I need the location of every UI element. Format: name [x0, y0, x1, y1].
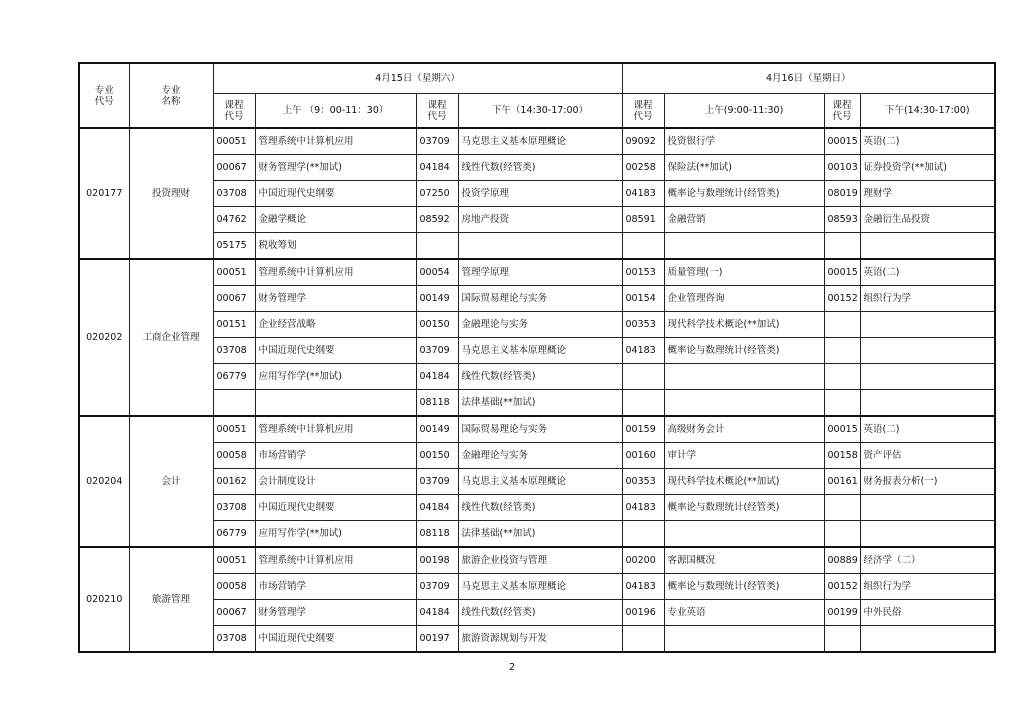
course-name: 组织行为学: [860, 286, 995, 312]
course-name: [860, 233, 995, 260]
course-name: 概率论与数理统计(经管类): [664, 338, 824, 364]
course-code: 00051: [213, 259, 255, 286]
course-code: 07250: [416, 181, 458, 207]
course-code: 08592: [416, 207, 458, 233]
major-name: 工商企业管理: [129, 259, 213, 416]
major-name: 旅游管理: [129, 547, 213, 652]
course-code: 04184: [416, 600, 458, 626]
course-code: 06779: [213, 364, 255, 390]
exam-schedule-table: [78, 62, 996, 653]
major-code: 020202: [79, 259, 129, 416]
course-code: 00199: [824, 600, 860, 626]
course-name: [458, 233, 622, 260]
course-name: 专业英语: [664, 600, 824, 626]
course-code: 09092: [622, 128, 664, 155]
course-name: [860, 626, 995, 653]
header-row-days: [79, 63, 995, 94]
course-name: 线性代数(经管类): [458, 155, 622, 181]
course-name: [860, 338, 995, 364]
course-code: 00160: [622, 443, 664, 469]
course-name: 现代科学技术概论(**加试): [664, 469, 824, 495]
course-code: [824, 233, 860, 260]
course-name: 马克思主义基本原理概论: [458, 338, 622, 364]
course-code: 00150: [416, 443, 458, 469]
course-code: [824, 338, 860, 364]
course-name: 金融衍生品投资: [860, 207, 995, 233]
course-code: [824, 495, 860, 521]
course-name: 管理系统中计算机应用: [255, 416, 416, 443]
course-name: 金融营销: [664, 207, 824, 233]
table-row: [79, 233, 995, 260]
course-code: 00103: [824, 155, 860, 181]
page-number: 2: [508, 662, 516, 673]
course-code: 04183: [622, 574, 664, 600]
course-code: 04184: [416, 364, 458, 390]
header-row-sessions: [79, 94, 995, 129]
course-name: 应用写作学(**加试): [255, 364, 416, 390]
course-name: 资产评估: [860, 443, 995, 469]
course-code: 04184: [416, 495, 458, 521]
course-name: 线性代数(经管类): [458, 495, 622, 521]
course-name: 财务报表分析(一): [860, 469, 995, 495]
course-code: 00051: [213, 547, 255, 574]
course-name: 高级财务会计: [664, 416, 824, 443]
course-name: 证券投资学(**加试): [860, 155, 995, 181]
course-code: 00197: [416, 626, 458, 653]
table-row: [79, 338, 995, 364]
course-code: 00152: [824, 286, 860, 312]
course-name: 应用写作学(**加试): [255, 521, 416, 548]
table-row: [79, 390, 995, 417]
course-name: 管理学原理: [458, 259, 622, 286]
course-name: 英语(二): [860, 259, 995, 286]
table-row: [79, 574, 995, 600]
course-code: 08591: [622, 207, 664, 233]
course-code: 00198: [416, 547, 458, 574]
course-name: 经济学（二）: [860, 547, 995, 574]
course-name: 投资学原理: [458, 181, 622, 207]
day2-header: 4月16日（星期日）: [622, 63, 995, 94]
major-code: 020204: [79, 416, 129, 547]
course-code: 00151: [213, 312, 255, 338]
course-name: [860, 390, 995, 417]
course-code: [622, 233, 664, 260]
course-name: 企业经营战略: [255, 312, 416, 338]
course-code: 00058: [213, 574, 255, 600]
course-code: 03708: [213, 181, 255, 207]
course-code: 00054: [416, 259, 458, 286]
table-row: [79, 312, 995, 338]
course-code: [824, 626, 860, 653]
course-code: 03708: [213, 626, 255, 653]
course-name: 线性代数(经管类): [458, 364, 622, 390]
course-name: 英语(二): [860, 128, 995, 155]
course-name: 国际贸易理论与实务: [458, 416, 622, 443]
course-name: [860, 312, 995, 338]
course-name: [860, 521, 995, 548]
course-code: [824, 364, 860, 390]
course-name: [860, 364, 995, 390]
major-name: 投资理财: [129, 128, 213, 259]
course-code: 00152: [824, 574, 860, 600]
course-name: 中国近现代史纲要: [255, 495, 416, 521]
course-code: 04183: [622, 338, 664, 364]
course-name: 金融学概论: [255, 207, 416, 233]
course-name: 财务管理学: [255, 286, 416, 312]
course-code: 00258: [622, 155, 664, 181]
course-code: [416, 233, 458, 260]
table-row: [79, 443, 995, 469]
course-name: 房地产投资: [458, 207, 622, 233]
table-row: [79, 155, 995, 181]
course-name: 旅游企业投资与管理: [458, 547, 622, 574]
course-code: 00353: [622, 469, 664, 495]
course-name: 税收筹划: [255, 233, 416, 260]
course-name: 质量管理(一): [664, 259, 824, 286]
course-name: 中国近现代史纲要: [255, 181, 416, 207]
table-row: [79, 207, 995, 233]
course-code: 03708: [213, 495, 255, 521]
course-code-header: 课程 代号: [622, 94, 664, 129]
course-name: 会计制度设计: [255, 469, 416, 495]
course-code: 00149: [416, 416, 458, 443]
d1-afternoon-header: 下午（14:30-17:00）: [458, 94, 622, 129]
course-code: 00149: [416, 286, 458, 312]
course-name: 概率论与数理统计(经管类): [664, 574, 824, 600]
course-name: 审计学: [664, 443, 824, 469]
course-code: 00051: [213, 416, 255, 443]
major-code: 020177: [79, 128, 129, 259]
course-code: 03709: [416, 469, 458, 495]
course-code: 08593: [824, 207, 860, 233]
course-code: 00015: [824, 128, 860, 155]
d2-afternoon-header: 下午(14:30-17:00): [860, 94, 995, 129]
course-code: 00196: [622, 600, 664, 626]
course-name: 组织行为学: [860, 574, 995, 600]
course-name: 企业管理咨询: [664, 286, 824, 312]
course-code: 04183: [622, 495, 664, 521]
course-code: 00067: [213, 286, 255, 312]
course-code: [213, 390, 255, 417]
d1-morning-header: 上午 （9：00-11：30）: [255, 94, 416, 129]
course-name: 市场营销学: [255, 574, 416, 600]
course-code: 00162: [213, 469, 255, 495]
major-name-header: 专业 名称: [129, 63, 213, 128]
course-code: 00058: [213, 443, 255, 469]
major-code: 020210: [79, 547, 129, 652]
table-row: [79, 416, 995, 443]
course-code: 00153: [622, 259, 664, 286]
course-code: 08019: [824, 181, 860, 207]
course-code: 08118: [416, 521, 458, 548]
course-name: [664, 626, 824, 653]
table-row: [79, 181, 995, 207]
course-code: 00353: [622, 312, 664, 338]
course-name: 线性代数(经管类): [458, 600, 622, 626]
table-row: [79, 521, 995, 548]
course-code: 00015: [824, 416, 860, 443]
course-code: 05175: [213, 233, 255, 260]
table-row: [79, 259, 995, 286]
course-name: 保险法(**加试): [664, 155, 824, 181]
course-name: 马克思主义基本原理概论: [458, 128, 622, 155]
course-code: [622, 626, 664, 653]
course-name: 管理系统中计算机应用: [255, 547, 416, 574]
course-name: 现代科学技术概论(**加试): [664, 312, 824, 338]
course-code: 00150: [416, 312, 458, 338]
course-name: [664, 390, 824, 417]
course-code: 00067: [213, 155, 255, 181]
d2-morning-header: 上午(9:00-11:30): [664, 94, 824, 129]
course-code: 00067: [213, 600, 255, 626]
course-name: [664, 364, 824, 390]
major-code-header: 专业 代号: [79, 63, 129, 128]
course-name: 管理系统中计算机应用: [255, 259, 416, 286]
course-code: 00889: [824, 547, 860, 574]
course-code: 04183: [622, 181, 664, 207]
course-name: 管理系统中计算机应用: [255, 128, 416, 155]
course-name: [255, 390, 416, 417]
course-code: 04762: [213, 207, 255, 233]
table-row: [79, 547, 995, 574]
course-code: 03709: [416, 574, 458, 600]
course-code: 06779: [213, 521, 255, 548]
course-name: 中国近现代史纲要: [255, 626, 416, 653]
course-name: [860, 495, 995, 521]
course-code: 08118: [416, 390, 458, 417]
course-code: 00158: [824, 443, 860, 469]
course-name: 法律基础(**加试): [458, 390, 622, 417]
course-name: 马克思主义基本原理概论: [458, 574, 622, 600]
course-name: 马克思主义基本原理概论: [458, 469, 622, 495]
course-name: 英语(二): [860, 416, 995, 443]
course-name: 概率论与数理统计(经管类): [664, 181, 824, 207]
course-code: 00015: [824, 259, 860, 286]
course-name: 国际贸易理论与实务: [458, 286, 622, 312]
table-row: [79, 626, 995, 653]
course-code: 00161: [824, 469, 860, 495]
course-code-header: 课程 代号: [824, 94, 860, 129]
course-name: 投资银行学: [664, 128, 824, 155]
course-name: 金融理论与实务: [458, 443, 622, 469]
course-name: 财务管理学: [255, 600, 416, 626]
course-name: 财务管理学(**加试): [255, 155, 416, 181]
course-name: 理财学: [860, 181, 995, 207]
table-row: [79, 495, 995, 521]
course-code: [824, 521, 860, 548]
course-code: [622, 364, 664, 390]
course-code: [622, 521, 664, 548]
course-name: 中国近现代史纲要: [255, 338, 416, 364]
course-code: [824, 390, 860, 417]
course-code: 00051: [213, 128, 255, 155]
course-name: 中外民俗: [860, 600, 995, 626]
course-name: [664, 521, 824, 548]
table-row: [79, 128, 995, 155]
course-name: [664, 233, 824, 260]
table-row: [79, 286, 995, 312]
course-name: 法律基础(**加试): [458, 521, 622, 548]
course-code: 00154: [622, 286, 664, 312]
course-name: 概率论与数理统计(经管类): [664, 495, 824, 521]
course-name: 市场营销学: [255, 443, 416, 469]
course-code-header: 课程 代号: [416, 94, 458, 129]
major-name: 会计: [129, 416, 213, 547]
course-code: [824, 312, 860, 338]
day1-header: 4月15日（星期六）: [213, 63, 622, 94]
course-name: 旅游资源规划与开发: [458, 626, 622, 653]
course-code: 03709: [416, 128, 458, 155]
course-code: 00159: [622, 416, 664, 443]
course-code: 04184: [416, 155, 458, 181]
course-code: [622, 390, 664, 417]
course-code: 03709: [416, 338, 458, 364]
table-row: [79, 600, 995, 626]
table-row: [79, 364, 995, 390]
course-code-header: 课程 代号: [213, 94, 255, 129]
course-code: 00200: [622, 547, 664, 574]
course-code: 03708: [213, 338, 255, 364]
course-name: 客源国概况: [664, 547, 824, 574]
course-name: 金融理论与实务: [458, 312, 622, 338]
table-row: [79, 469, 995, 495]
